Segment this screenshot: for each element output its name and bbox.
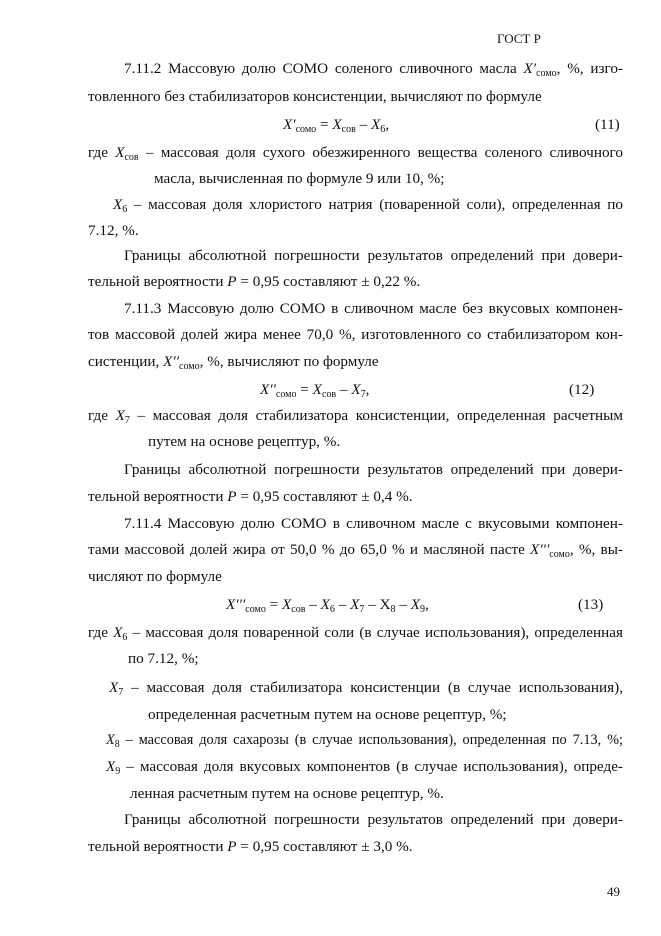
- formula-11: [283, 116, 389, 134]
- where-x9-line-2: ленная расчетным путем на основе рецептур, %.: [130, 785, 444, 802]
- formula-term-sub: сов: [321, 389, 337, 400]
- text: тами массовой долей жира от 50,0 % до 65,0 % и масляной пасте: [88, 541, 531, 558]
- formula-lhs: X′′: [260, 381, 276, 398]
- text: – массовая доля стабилизатора консистенции (в случае использования),: [123, 679, 623, 696]
- paragraph-7-11-4-line-1: 7.11.4 Массовую долю СОМО в сливочном масле с вкусовыми компонен-: [124, 515, 623, 532]
- text: – массовая доля поваренной соли (в случае использования), определенная: [127, 624, 623, 641]
- var: X′′′: [530, 541, 550, 558]
- formula-eq: =: [265, 596, 282, 613]
- formula-eq: =: [316, 116, 333, 133]
- formula-tail: ,: [365, 381, 370, 398]
- formula-13: [226, 596, 429, 614]
- var: X: [115, 407, 125, 424]
- bounds-1-line-1: Границы абсолютной погрешности результатов определений при довери-: [124, 247, 623, 264]
- formula-term-sub: 8: [390, 604, 396, 615]
- paragraph-7-11-4-line-2: [88, 541, 623, 559]
- var-sub: 6: [122, 632, 128, 643]
- text: , %, вы-: [569, 541, 623, 558]
- var: X: [106, 758, 116, 775]
- where-x6b-line-2: по 7.12, %;: [128, 650, 199, 667]
- formula-term: X: [282, 596, 292, 613]
- formula-term-sub: 9: [420, 604, 426, 615]
- page-number: 49: [607, 884, 620, 899]
- paragraph-7-11-4-line-3: числяют по формуле: [88, 568, 222, 585]
- formula-lhs: X′′′: [226, 596, 246, 613]
- bounds-3-line-1: Границы абсолютной погрешности результатов определений при довери-: [124, 811, 623, 828]
- text: где: [88, 624, 114, 641]
- var-sub: 6: [122, 204, 128, 215]
- var: X: [109, 679, 119, 696]
- where-x7b-line-2: определенная расчетным путем на основе рецептур, %;: [148, 706, 507, 723]
- formula-op: –: [355, 116, 371, 133]
- p-var: P: [227, 838, 237, 855]
- formula-term: X: [320, 596, 330, 613]
- var: X: [113, 624, 123, 641]
- var: X′: [523, 60, 537, 77]
- text: 7.11.2 Массовую долю СОМО соленого сливочного масла: [124, 60, 524, 77]
- formula-term-sub: 6: [380, 124, 386, 135]
- bounds-2-line-1: Границы абсолютной погрешности результатов определений при довери-: [124, 461, 623, 478]
- formula-op: –: [305, 596, 321, 613]
- formula-eq: =: [296, 381, 313, 398]
- paragraph-7-11-3-line-1: 7.11.3 Массовую долю СОМО в сливочном масле без вкусовых компонен-: [124, 300, 623, 317]
- where-x7-line-2: путем на основе рецептур, %.: [148, 433, 341, 450]
- formula-op: –: [334, 596, 351, 613]
- formula-term-sub: 7: [360, 389, 366, 400]
- formula-lhs-sub: сомо: [275, 389, 297, 400]
- formula-term: X: [410, 596, 421, 613]
- formula-term-sub: сов: [341, 124, 356, 135]
- formula-lhs-sub: сомо: [245, 604, 266, 615]
- text: = 0,95 составляют ± 0,4 %.: [236, 488, 413, 505]
- formula-term-sub: 7: [359, 604, 365, 615]
- paragraph-7-11-2-line-1: [124, 60, 623, 78]
- formula-lhs: X′: [283, 116, 296, 133]
- var-sub: 9: [115, 766, 121, 777]
- formula-term-sub: 6: [329, 604, 335, 615]
- text: = 0,95 составляют ± 0,22 %.: [236, 273, 421, 290]
- text: – массовая доля сахарозы (в случае использования), определенная по 7.13, %;: [119, 732, 623, 748]
- var-sub: 7: [118, 687, 124, 698]
- var: X′′: [163, 353, 180, 370]
- paragraph-7-11-3-line-3: [88, 353, 379, 371]
- where-xsov-line-1: [88, 144, 623, 162]
- where-x6b-line-1: [88, 624, 623, 642]
- where-xsov-line-2: масла, вычисленная по формуле 9 или 10, %;: [154, 170, 445, 187]
- text: где: [88, 144, 116, 161]
- var-sub: 7: [124, 415, 130, 426]
- formula-op: –: [336, 381, 352, 398]
- formula-term: X: [332, 116, 342, 133]
- text: , %, вычисляют по формуле: [199, 353, 379, 370]
- bounds-2-line-2: [88, 488, 413, 506]
- var: X: [115, 144, 125, 161]
- text: где: [88, 407, 116, 424]
- p-var: P: [227, 488, 237, 505]
- where-x9-line-1: [106, 758, 623, 776]
- text: – массовая доля вкусовых компонентов (в случае использования), опреде-: [120, 758, 623, 775]
- formula-12-number: (12): [569, 381, 595, 398]
- formula-op: –: [364, 596, 380, 613]
- formula-term: X: [312, 381, 322, 398]
- p-var: P: [227, 273, 237, 290]
- var-sub: сов: [124, 152, 139, 163]
- formula-term: X: [379, 596, 391, 613]
- where-x7b-line-1: [109, 679, 623, 697]
- formula-op: –: [395, 596, 411, 613]
- formula-tail: ,: [425, 596, 429, 613]
- formula-term: X: [371, 116, 381, 133]
- where-x6-line-2: 7.12, %.: [88, 222, 139, 239]
- bounds-1-line-2: [88, 273, 420, 291]
- var-sub: 8: [114, 739, 120, 750]
- formula-term: X: [351, 381, 361, 398]
- text: – массовая доля хлористого натрия (поваренной соли), определенная по: [127, 196, 623, 213]
- where-x7-line-1: [88, 407, 623, 425]
- text: – массовая доля стабилизатора консистенции, определенная расчетным: [129, 407, 623, 424]
- var: X: [113, 196, 123, 213]
- text: тельной вероятности: [88, 838, 228, 855]
- paragraph-7-11-3-line-2: тов массовой долей жира менее 70,0 %, изготовленного со стабилизатором кон-: [88, 326, 623, 343]
- var-sub: сомо: [179, 361, 200, 372]
- text: – массовая доля сухого обезжиренного вещества соленого сливочного: [138, 144, 623, 161]
- text: тельной вероятности: [88, 273, 228, 290]
- doc-header: ГОСТ Р: [497, 31, 541, 46]
- formula-lhs-sub: сомо: [295, 124, 317, 135]
- text: = 0,95 составляют ± 3,0 %.: [236, 838, 413, 855]
- text: систенции,: [88, 353, 164, 370]
- text: тельной вероятности: [88, 488, 228, 505]
- formula-term-sub: сов: [291, 604, 306, 615]
- formula-term: X: [350, 596, 360, 613]
- formula-tail: ,: [385, 116, 390, 133]
- bounds-3-line-2: [88, 838, 413, 856]
- var-sub: сомо: [536, 68, 557, 79]
- formula-12: [260, 381, 369, 399]
- where-x6-line-1: [113, 196, 623, 214]
- text: , %, изго-: [556, 60, 624, 77]
- var: X: [106, 732, 115, 748]
- var-sub: сомо: [549, 549, 570, 560]
- where-x8-line-1: [106, 732, 623, 749]
- formula-13-number: (13): [578, 596, 604, 613]
- paragraph-7-11-2-line-2: товленного без стабилизаторов консистенции, вычисляют по формуле: [88, 88, 542, 105]
- formula-11-number: (11): [595, 116, 620, 133]
